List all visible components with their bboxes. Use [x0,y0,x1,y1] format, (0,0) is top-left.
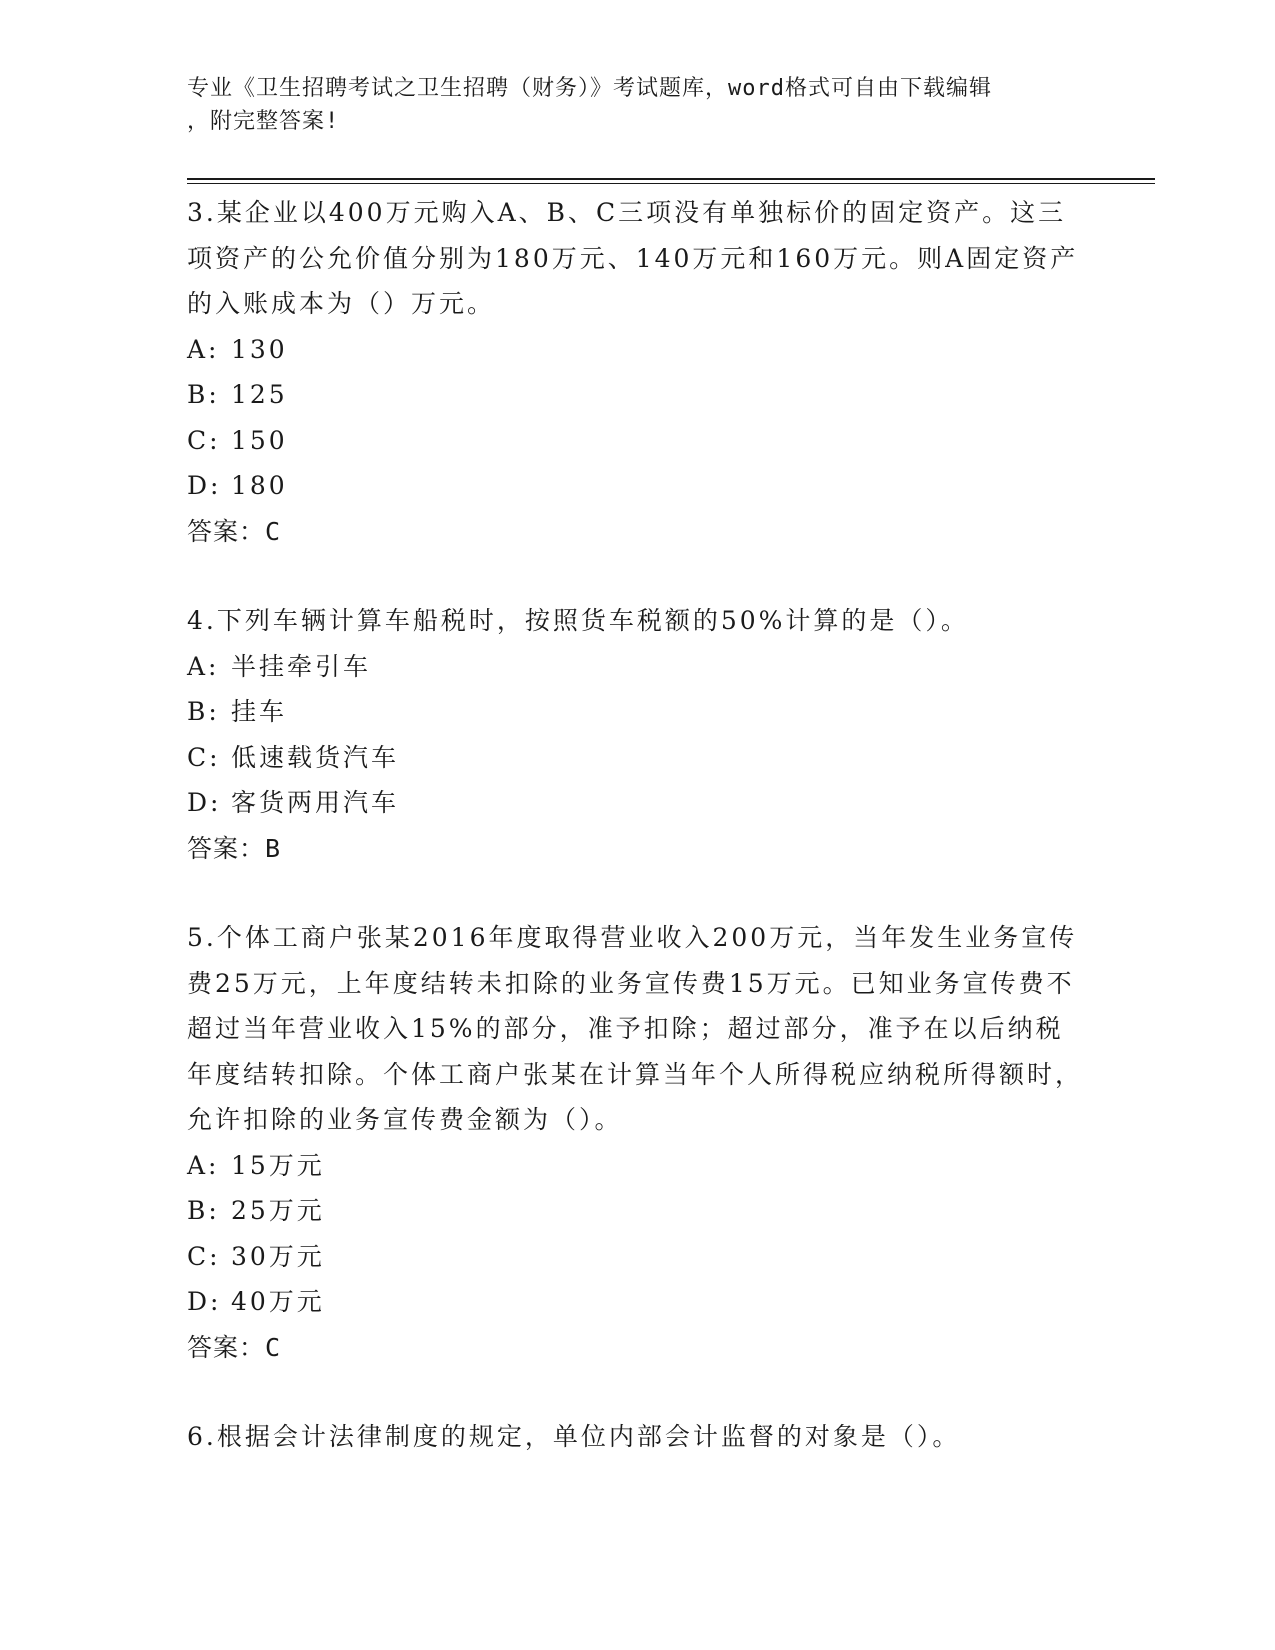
option-letter: C: [187,1241,221,1271]
option-c [187,418,1087,464]
question-stem: 6.根据会计法律制度的规定，单位内部会计监督的对象是（）。 [187,1422,961,1451]
option-text: 客货两用汽车 [231,788,400,817]
option-text: 130 [231,334,288,364]
option-a [187,1143,1087,1189]
option-b [187,1188,1087,1234]
option-letter: D: [187,1287,222,1316]
header-divider-thick [187,178,1155,180]
option-letter: A: [187,334,220,364]
option-text: 180 [231,471,288,500]
question-stem: 3.某企业以400万元购入A、B、C三项没有单独标价的固定资产。这三项资产的公允价值分别为180万元、140万元和160万元。则A固定资产的入账成本为（）万元。 [187,198,1079,318]
option-text: 挂车 [231,697,288,726]
option-text: 150 [231,425,288,455]
option-letter: D: [187,471,222,500]
option-text: 40万元 [231,1287,325,1316]
document-header [187,72,1087,138]
option-letter: A: [187,1150,220,1180]
header-line-1: 专业《卫生招聘考试之卫生招聘（财务）》考试题库，word格式可自由下载编辑 [187,76,992,101]
option-text: 低速载货汽车 [231,742,400,772]
question-stem: 4.下列车辆计算车船税时，按照货车税额的50%计算的是（）。 [187,606,969,635]
option-letter: B: [187,1196,220,1225]
answer-label: 答案：C [187,1332,282,1362]
option-letter: D: [187,788,222,817]
option-d [187,780,1087,826]
option-letter: B: [187,380,220,409]
question-4 [187,598,1087,871]
header-divider-thin [187,183,1155,184]
option-b [187,689,1087,735]
option-text: 25万元 [231,1196,325,1225]
option-text: 15万元 [231,1150,325,1180]
option-a [187,644,1087,690]
option-b [187,372,1087,418]
option-letter: C: [187,425,221,455]
option-c [187,735,1087,781]
question-stem: 5.个体工商户张某2016年度取得营业收入200万元，当年发生业务宣传费25万元，上年度结转未扣除的业务宣传费15万元。已知业务宣传费不超过当年营业收入15%的部分，准予扣除；超过部分，准予在以后纳税年度结转扣除。个体工商户张某在计算当年个人所得税应纳税所得额时，允许扣除的业务宣传费金额为（）。 [187,923,1084,1134]
option-d [187,463,1087,509]
option-letter: A: [187,651,220,681]
answer-label: 答案：B [187,833,282,863]
question-list [187,190,1087,1504]
option-a [187,327,1087,373]
question-3 [187,190,1087,554]
answer-label: 答案：C [187,516,282,546]
option-d [187,1279,1087,1325]
option-text: 半挂牵引车 [231,651,372,681]
question-5 [187,915,1087,1370]
option-c [187,1234,1087,1280]
header-line-2: ，附完整答案! [187,109,340,134]
option-letter: B: [187,697,220,726]
option-letter: C: [187,742,221,772]
option-text: 125 [231,380,288,409]
option-text: 30万元 [231,1241,325,1271]
question-6 [187,1414,1087,1460]
